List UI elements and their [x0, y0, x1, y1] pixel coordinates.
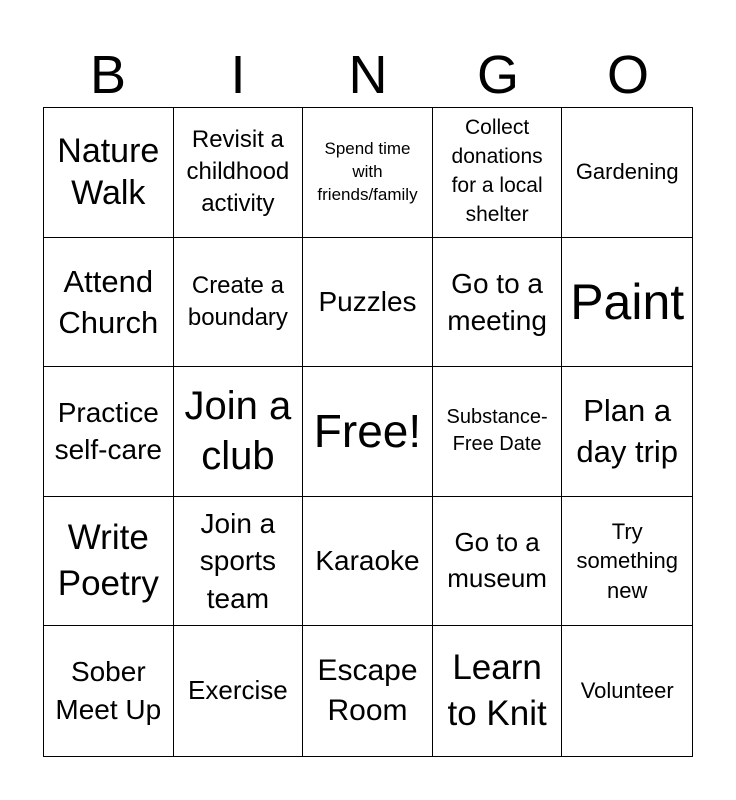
cell-label: Attend Church — [58, 263, 159, 340]
cell-label: Join a sports team — [199, 508, 277, 614]
cell-label: Go to a museum — [447, 527, 547, 594]
cell-label: Volunteer — [580, 677, 674, 703]
bingo-cell[interactable] — [44, 238, 174, 368]
cell-label: Learn to Knit — [447, 647, 547, 734]
header-letter-b: B — [89, 45, 127, 105]
bingo-cell[interactable] — [303, 497, 433, 627]
cell-label: Plan a day trip — [576, 393, 679, 470]
cell-label: Puzzles — [318, 285, 417, 317]
bingo-cell[interactable] — [303, 238, 433, 368]
bingo-board — [43, 107, 693, 757]
cell-label: Go to a meeting — [447, 267, 547, 336]
cell-label: Write Poetry — [57, 517, 159, 604]
bingo-cell[interactable] — [433, 367, 563, 497]
bingo-cell[interactable] — [433, 108, 563, 238]
cell-label: Join a club — [184, 384, 292, 479]
bingo-cell[interactable] — [174, 238, 304, 368]
cell-label: Try something new — [576, 519, 678, 603]
bingo-cell[interactable] — [174, 108, 304, 238]
bingo-cell[interactable] — [303, 367, 433, 497]
bingo-cell[interactable] — [303, 626, 433, 756]
bingo-cell[interactable] — [44, 367, 174, 497]
bingo-cell[interactable] — [44, 108, 174, 238]
bingo-cell[interactable] — [303, 108, 433, 238]
cell-label: Nature Walk — [57, 131, 160, 213]
cell-label: Karaoke — [315, 544, 420, 576]
header-letter-n: N — [348, 45, 388, 105]
cell-label: Gardening — [575, 159, 679, 184]
free-space-label: Free! — [313, 404, 422, 457]
bingo-cell[interactable] — [44, 626, 174, 756]
bingo-cell[interactable] — [562, 497, 692, 627]
bingo-cell[interactable] — [433, 238, 563, 368]
cell-label: Substance-Free Date — [446, 406, 548, 456]
bingo-cell[interactable] — [174, 367, 304, 497]
cell-label: Paint — [570, 273, 685, 330]
bingo-cell[interactable] — [562, 367, 692, 497]
bingo-cell[interactable] — [44, 497, 174, 627]
header-letter-g: G — [476, 45, 519, 105]
header-letter-o: O — [606, 45, 649, 105]
bingo-header — [43, 44, 693, 106]
cell-label: Create a boundary — [187, 271, 288, 331]
cell-label: Revisit a childhood activity — [186, 126, 290, 218]
cell-label: Escape Room — [317, 654, 418, 728]
bingo-cell[interactable] — [433, 626, 563, 756]
cell-label: Sober Meet Up — [55, 655, 162, 726]
cell-label: Collect donations for a local shelter — [451, 116, 543, 227]
cell-label: Exercise — [188, 675, 288, 706]
header-letter-i: I — [230, 45, 246, 105]
cell-label: Practice self-care — [54, 397, 162, 466]
cell-label: Spend time with friends/family — [317, 138, 418, 204]
bingo-cell[interactable] — [174, 626, 304, 756]
bingo-cell[interactable] — [174, 497, 304, 627]
bingo-cell[interactable] — [433, 497, 563, 627]
bingo-cell[interactable] — [562, 626, 692, 756]
bingo-cell[interactable] — [562, 108, 692, 238]
bingo-cell[interactable] — [562, 238, 692, 368]
